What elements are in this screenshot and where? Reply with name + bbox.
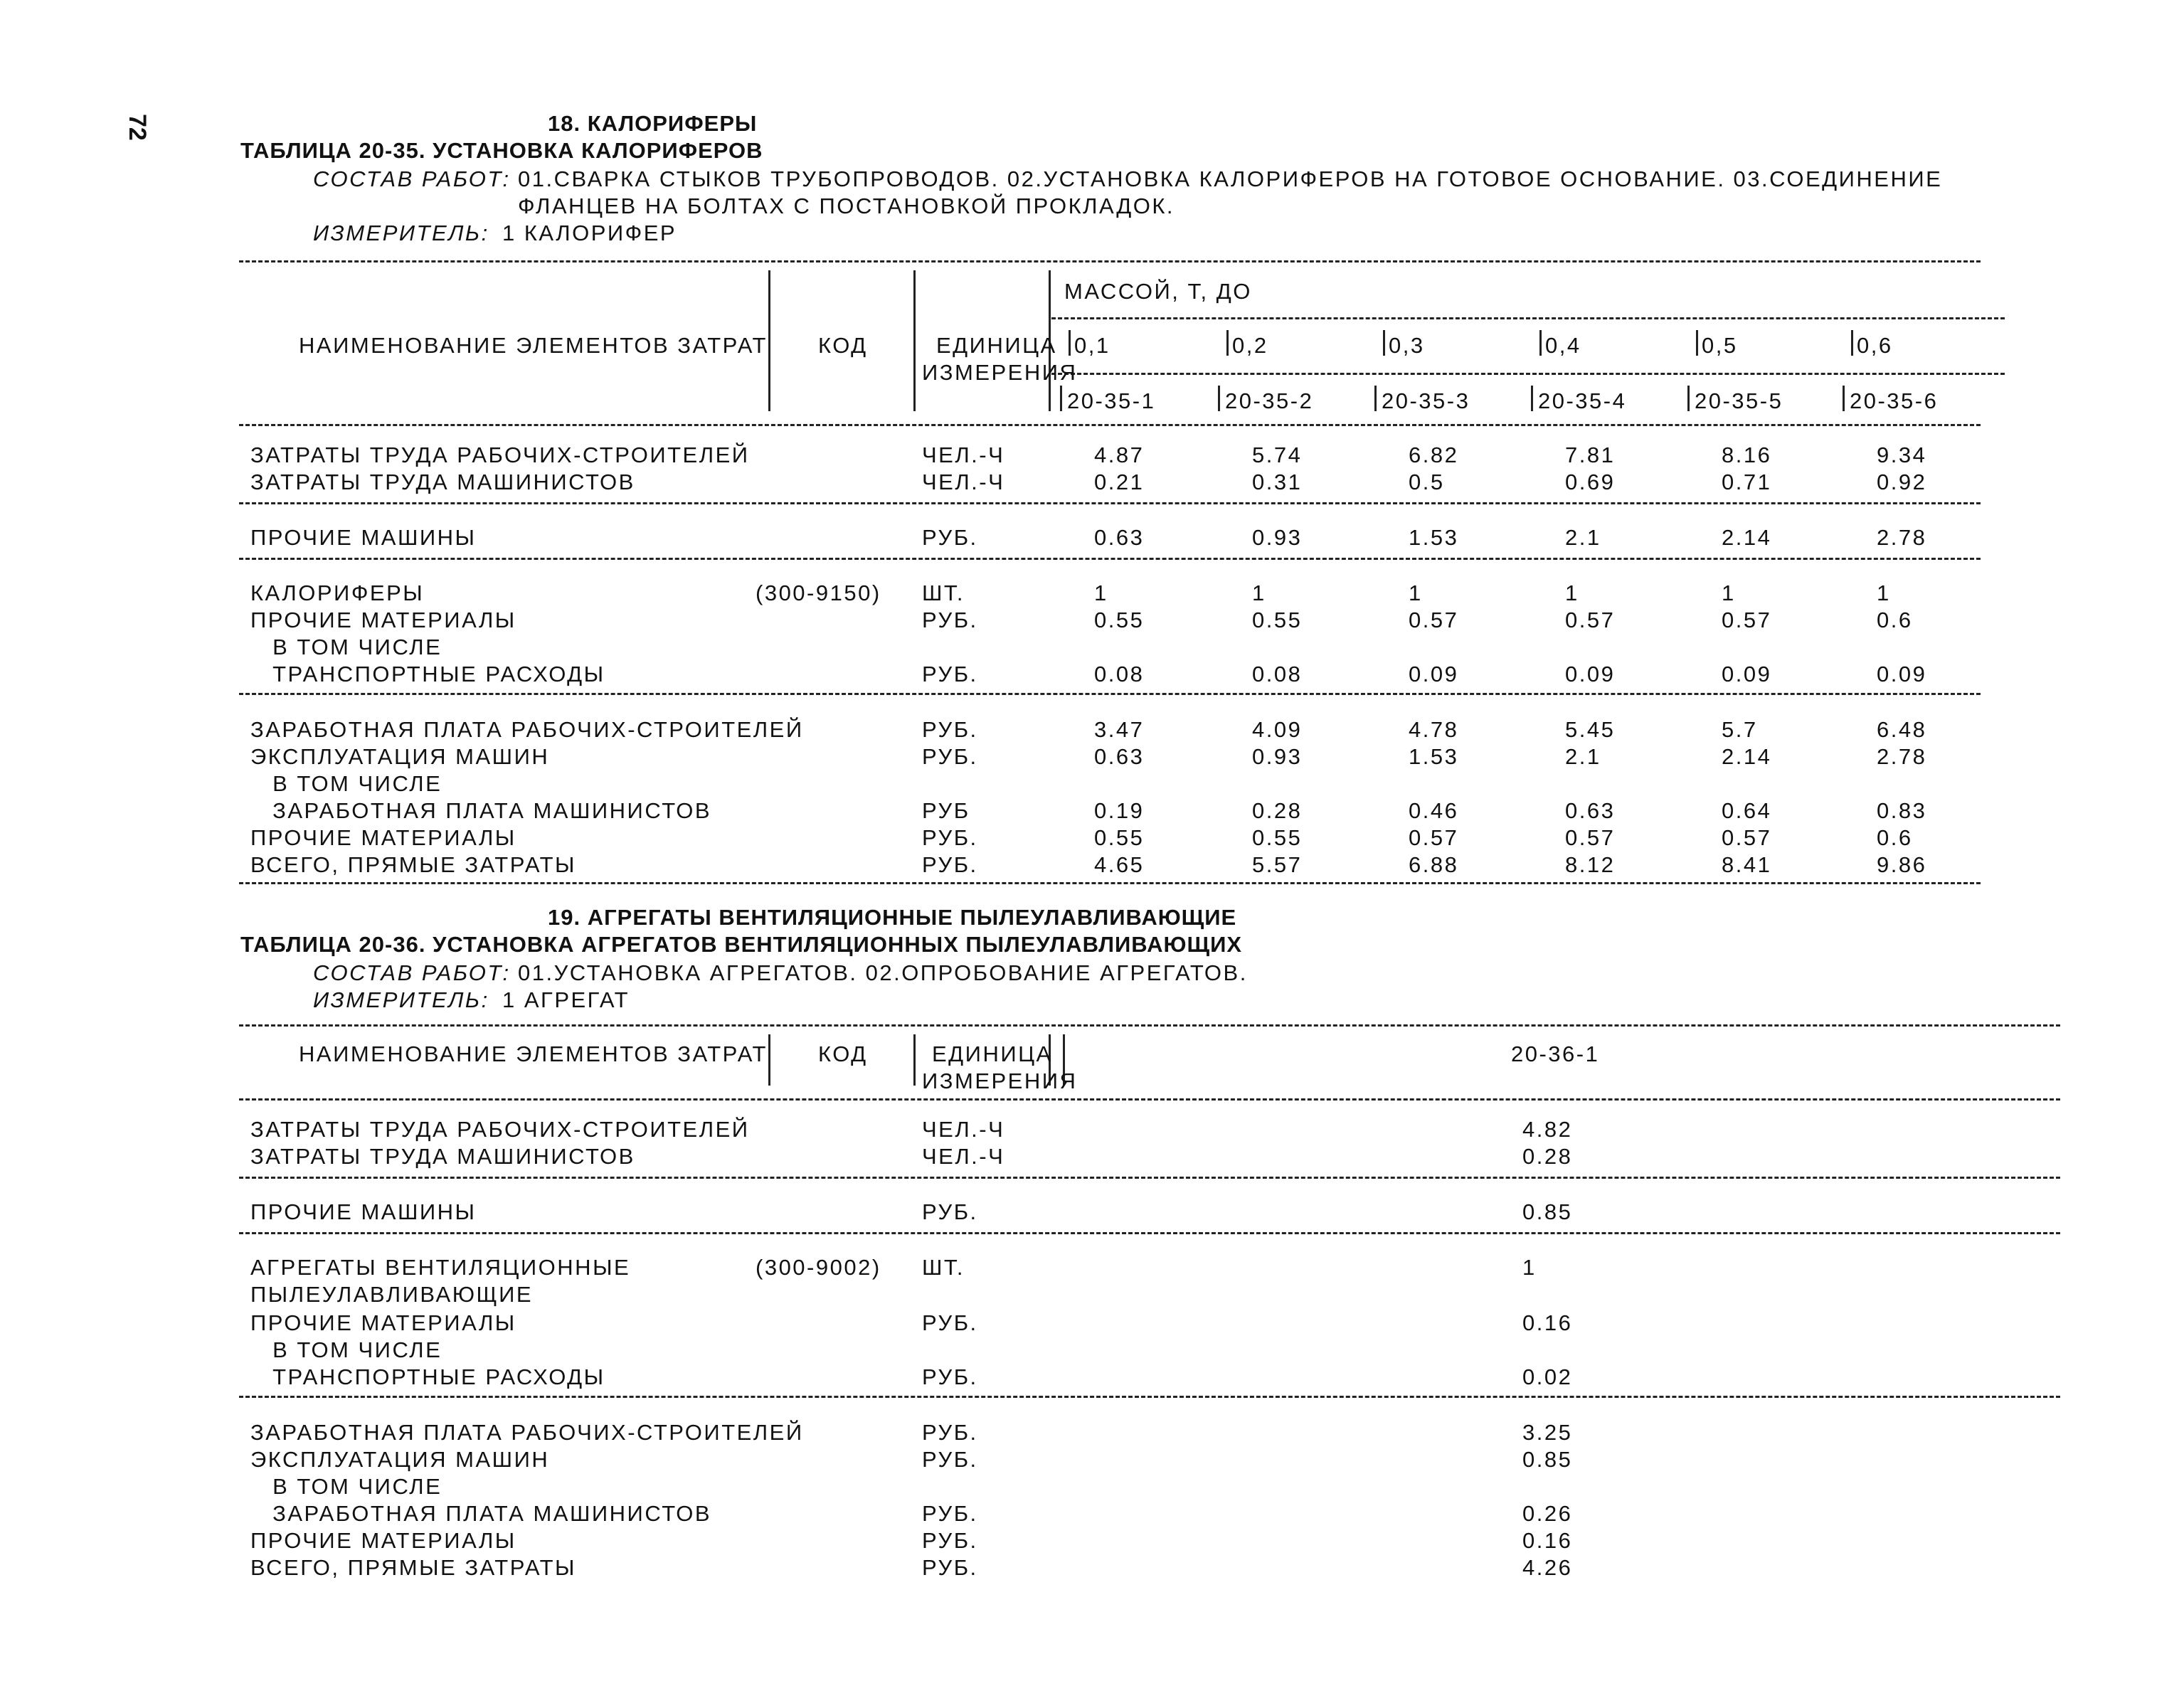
row-value: 6.88	[1409, 852, 1459, 877]
row-value: 5.7	[1722, 717, 1758, 742]
row-unit-2: РУБ.	[922, 1310, 978, 1335]
row-value-2: 0.26	[1522, 1501, 1573, 1526]
row-value-2: 0.16	[1522, 1528, 1573, 1553]
mass-value: 0,4	[1545, 333, 1581, 358]
row-value: 2.14	[1722, 744, 1772, 769]
row-name-2: ЭКСПЛУАТАЦИЯ МАШИН	[250, 1447, 550, 1472]
row-value: 0.92	[1877, 470, 1927, 494]
mass-divider	[1696, 330, 1698, 356]
mass-value: 0,5	[1702, 333, 1738, 358]
page-number: 72	[124, 114, 151, 141]
row-value-2: 4.82	[1522, 1117, 1573, 1142]
row-value: 0.6	[1877, 825, 1913, 850]
row-value: 6.48	[1877, 717, 1927, 742]
row-name-2: ПРОЧИЕ МАТЕРИАЛЫ	[250, 1310, 516, 1335]
meter-label: ИЗМЕРИТЕЛЬ:	[313, 221, 489, 245]
row-unit: РУБ.	[922, 717, 978, 742]
row-value: 5.45	[1565, 717, 1616, 742]
row-name-2: ПРОЧИЕ МАШИНЫ	[250, 1199, 477, 1224]
row-value: 0.57	[1722, 825, 1772, 850]
mass-value: 0,1	[1074, 333, 1110, 358]
column-code: 20-35-1	[1067, 388, 1156, 413]
row-unit: РУБ.	[922, 852, 978, 877]
row-value: 0.08	[1252, 662, 1303, 686]
row-value: 0.63	[1094, 525, 1145, 550]
row-unit-2: РУБ.	[922, 1199, 978, 1224]
row-value: 5.57	[1252, 852, 1303, 877]
codes-subheader-rule	[1051, 373, 2005, 375]
column-code: 20-35-4	[1538, 388, 1627, 413]
row-value: 0.71	[1722, 470, 1772, 494]
work-composition-line2: ФЛАНЦЕВ НА БОЛТАХ С ПОСТАНОВКОЙ ПРОКЛАДОК.	[518, 193, 1175, 218]
meter-value-2: 1 АГРЕГАТ	[502, 987, 630, 1012]
row-value: 0.55	[1252, 825, 1303, 850]
row-value: 0.93	[1252, 525, 1303, 550]
row-value: 0.21	[1094, 470, 1145, 494]
header-unit-2-line1: ЕДИНИЦА	[932, 1041, 1053, 1066]
col-divider-name-2	[768, 1034, 770, 1086]
row-value: 0.6	[1877, 608, 1913, 632]
row-value: 1	[1722, 580, 1736, 605]
row-name: ВСЕГО, ПРЯМЫЕ ЗАТРАТЫ	[250, 852, 576, 877]
meter-value: 1 КАЛОРИФЕР	[502, 221, 677, 245]
row-name: В ТОМ ЧИСЛЕ	[265, 771, 442, 796]
column-code: 20-35-6	[1850, 388, 1939, 413]
row-value-2: 0.28	[1522, 1144, 1573, 1169]
work-composition-label: СОСТАВ РАБОТ:	[313, 166, 511, 191]
code-divider	[1687, 386, 1690, 411]
row-name: ПРОЧИЕ МАТЕРИАЛЫ	[250, 825, 516, 850]
row-value: 3.47	[1094, 717, 1145, 742]
header-unit-line2: ИЗМЕРЕНИЯ	[922, 360, 1078, 385]
work-composition-line1: 01.СВАРКА СТЫКОВ ТРУБОПРОВОДОВ. 02.УСТАНОВКА КАЛОРИФЕРОВ НА ГОТОВОЕ ОСНОВАНИЕ. 03.СОЕДИНЕНИЕ	[518, 166, 1943, 191]
row-value: 0.64	[1722, 798, 1772, 823]
row-code-2: (300-9002)	[756, 1255, 881, 1280]
row-value: 1	[1094, 580, 1108, 605]
row-value: 4.87	[1094, 442, 1145, 467]
row-name: ЗАТРАТЫ ТРУДА МАШИНИСТОВ	[250, 470, 635, 494]
row-unit: ЧЕЛ.-Ч	[922, 470, 1005, 494]
row-value: 0.83	[1877, 798, 1927, 823]
row-name-2: ЗАТРАТЫ ТРУДА РАБОЧИХ-СТРОИТЕЛЕЙ	[250, 1117, 750, 1142]
row-unit: РУБ	[922, 798, 970, 823]
column-code: 20-35-5	[1695, 388, 1783, 413]
mass-divider	[1226, 330, 1229, 356]
row-value: 0.46	[1409, 798, 1459, 823]
row-value: 0.55	[1094, 825, 1145, 850]
work-composition-2-line1: 01.УСТАНОВКА АГРЕГАТОВ. 02.ОПРОБОВАНИЕ АГРЕГАТОВ.	[518, 960, 1248, 985]
row-value: 2.1	[1565, 525, 1601, 550]
row-value: 4.78	[1409, 717, 1459, 742]
table-20-35-top-rule	[239, 260, 1981, 263]
row-name-2: В ТОМ ЧИСЛЕ	[265, 1474, 442, 1499]
row-value: 0.55	[1094, 608, 1145, 632]
row-unit: РУБ.	[922, 825, 978, 850]
table-20-35-header-rule	[239, 424, 1981, 426]
column-code: 20-35-3	[1382, 388, 1470, 413]
row-value: 0.63	[1565, 798, 1616, 823]
row-unit: РУБ.	[922, 744, 978, 769]
row-name-2: ТРАНСПОРТНЫЕ РАСХОДЫ	[265, 1364, 605, 1389]
row-name-2: ПРОЧИЕ МАТЕРИАЛЫ	[250, 1528, 516, 1553]
mass-divider	[1383, 330, 1385, 356]
row-name-2: ЗАРАБОТНАЯ ПЛАТА МАШИНИСТОВ	[265, 1501, 712, 1526]
row-value: 9.34	[1877, 442, 1927, 467]
row-value: 0.08	[1094, 662, 1145, 686]
table-20-35-title: ТАБЛИЦА 20-35. УСТАНОВКА КАЛОРИФЕРОВ	[240, 138, 763, 163]
row-value: 2.78	[1877, 525, 1927, 550]
row-value: 1	[1252, 580, 1266, 605]
row-value-2: 1	[1522, 1255, 1537, 1280]
row-value-2: 4.26	[1522, 1555, 1573, 1580]
row-value: 2.14	[1722, 525, 1772, 550]
col-divider-name	[768, 270, 770, 411]
row-unit: РУБ.	[922, 525, 978, 550]
row-unit-2: РУБ.	[922, 1528, 978, 1553]
row-value: 9.86	[1877, 852, 1927, 877]
code-divider	[1060, 386, 1062, 411]
row-value-2: 0.02	[1522, 1364, 1573, 1389]
row-value: 0.31	[1252, 470, 1303, 494]
col-divider-code-2	[913, 1034, 916, 1086]
code-divider	[1374, 386, 1377, 411]
row-name-2: ПЫЛЕУЛАВЛИВАЮЩИЕ	[250, 1282, 534, 1307]
row-unit-2: РУБ.	[922, 1501, 978, 1526]
row-value: 0.93	[1252, 744, 1303, 769]
header-mass: МАССОЙ, Т, ДО	[1064, 279, 1252, 304]
table-20-36-title: ТАБЛИЦА 20-36. УСТАНОВКА АГРЕГАТОВ ВЕНТИЛЯЦИОННЫХ ПЫЛЕУЛАВЛИВАЮЩИХ	[240, 932, 1243, 957]
row-value: 0.57	[1722, 608, 1772, 632]
row-value: 1.53	[1409, 525, 1459, 550]
header-name: НАИМЕНОВАНИЕ ЭЛЕМЕНТОВ ЗАТРАТ	[299, 333, 768, 358]
row-value: 7.81	[1565, 442, 1616, 467]
group-rule	[239, 693, 1981, 695]
meter-label-2: ИЗМЕРИТЕЛЬ:	[313, 987, 489, 1012]
row-name-2: АГРЕГАТЫ ВЕНТИЛЯЦИОННЫЕ	[250, 1255, 631, 1280]
header-unit-2-line2: ИЗМЕРЕНИЯ	[922, 1068, 1078, 1093]
row-unit-2: ЧЕЛ.-Ч	[922, 1117, 1005, 1142]
header-code: КОД	[818, 333, 868, 358]
mass-subheader-rule	[1051, 317, 2005, 319]
row-value: 0.09	[1722, 662, 1772, 686]
row-unit-2: ШТ.	[922, 1255, 965, 1280]
row-name: ЗАРАБОТНАЯ ПЛАТА РАБОЧИХ-СТРОИТЕЛЕЙ	[250, 717, 804, 742]
row-value: 0.63	[1094, 744, 1145, 769]
row-value: 1	[1565, 580, 1579, 605]
row-value: 8.16	[1722, 442, 1772, 467]
row-value: 2.1	[1565, 744, 1601, 769]
row-name: ТРАНСПОРТНЫЕ РАСХОДЫ	[265, 662, 605, 686]
row-unit-2: ЧЕЛ.-Ч	[922, 1144, 1005, 1169]
group-rule-2	[239, 1396, 2060, 1398]
row-value: 0.55	[1252, 608, 1303, 632]
row-value: 0.09	[1409, 662, 1459, 686]
row-unit: ШТ.	[922, 580, 965, 605]
row-name-2: ЗАРАБОТНАЯ ПЛАТА РАБОЧИХ-СТРОИТЕЛЕЙ	[250, 1420, 804, 1445]
work-composition-label-2: СОСТАВ РАБОТ:	[313, 960, 511, 985]
code-divider	[1218, 386, 1220, 411]
row-unit-2: РУБ.	[922, 1447, 978, 1472]
row-unit-2: РУБ.	[922, 1555, 978, 1580]
section-18-heading: 18. КАЛОРИФЕРЫ	[548, 111, 758, 136]
row-value: 0.09	[1565, 662, 1616, 686]
mass-divider	[1539, 330, 1542, 356]
column-code: 20-35-2	[1225, 388, 1314, 413]
row-name: ЗАРАБОТНАЯ ПЛАТА МАШИНИСТОВ	[265, 798, 712, 823]
row-name: КАЛОРИФЕРЫ	[250, 580, 425, 605]
row-name: ЗАТРАТЫ ТРУДА РАБОЧИХ-СТРОИТЕЛЕЙ	[250, 442, 750, 467]
section-19-heading: 19. АГРЕГАТЫ ВЕНТИЛЯЦИОННЫЕ ПЫЛЕУЛАВЛИВАЮЩИЕ	[548, 905, 1237, 930]
group-rule-2	[239, 1177, 2060, 1179]
row-value: 8.41	[1722, 852, 1772, 877]
mass-divider	[1069, 330, 1071, 356]
row-value: 8.12	[1565, 852, 1616, 877]
group-rule	[239, 558, 1981, 560]
row-value: 1.53	[1409, 744, 1459, 769]
row-value: 0.09	[1877, 662, 1927, 686]
row-value: 0.57	[1409, 608, 1459, 632]
mass-value: 0,2	[1232, 333, 1268, 358]
code-divider	[1531, 386, 1533, 411]
row-value: 0.57	[1565, 608, 1616, 632]
row-value: 0.19	[1094, 798, 1145, 823]
group-rule-2	[239, 1232, 2060, 1234]
header-unit-line1: ЕДИНИЦА	[936, 333, 1057, 358]
row-value: 4.65	[1094, 852, 1145, 877]
row-name-2: ЗАТРАТЫ ТРУДА МАШИНИСТОВ	[250, 1144, 635, 1169]
row-name: ЭКСПЛУАТАЦИЯ МАШИН	[250, 744, 550, 769]
row-value-2: 0.16	[1522, 1310, 1573, 1335]
table-20-36-top-rule	[239, 1024, 2060, 1027]
table-20-35-bottom-rule	[239, 882, 1981, 884]
table-20-36-header-rule	[239, 1098, 2060, 1101]
row-name-2: В ТОМ ЧИСЛЕ	[265, 1337, 442, 1362]
mass-value: 0,3	[1389, 333, 1425, 358]
row-value: 0.28	[1252, 798, 1303, 823]
code-divider	[1843, 386, 1845, 411]
mass-value: 0,6	[1857, 333, 1893, 358]
row-unit: РУБ.	[922, 662, 978, 686]
row-value: 0.57	[1409, 825, 1459, 850]
row-value-2: 0.85	[1522, 1447, 1573, 1472]
row-name: В ТОМ ЧИСЛЕ	[265, 635, 442, 659]
header-col-20-36-1: 20-36-1	[1511, 1041, 1600, 1066]
row-code: (300-9150)	[756, 580, 881, 605]
row-name: ПРОЧИЕ МАШИНЫ	[250, 525, 477, 550]
row-value: 2.78	[1877, 744, 1927, 769]
row-value: 0.57	[1565, 825, 1616, 850]
row-value-2: 3.25	[1522, 1420, 1573, 1445]
row-value: 5.74	[1252, 442, 1303, 467]
mass-divider	[1851, 330, 1853, 356]
header-code-2: КОД	[818, 1041, 868, 1066]
row-value: 0.69	[1565, 470, 1616, 494]
row-unit-2: РУБ.	[922, 1420, 978, 1445]
col-divider-code	[913, 270, 916, 411]
row-unit-2: РУБ.	[922, 1364, 978, 1389]
row-value: 4.09	[1252, 717, 1303, 742]
row-value: 6.82	[1409, 442, 1459, 467]
row-value: 1	[1409, 580, 1423, 605]
row-unit: ЧЕЛ.-Ч	[922, 442, 1005, 467]
row-name: ПРОЧИЕ МАТЕРИАЛЫ	[250, 608, 516, 632]
header-name-2: НАИМЕНОВАНИЕ ЭЛЕМЕНТОВ ЗАТРАТ	[299, 1041, 768, 1066]
row-value: 1	[1877, 580, 1891, 605]
group-rule	[239, 502, 1981, 504]
row-value: 0.5	[1409, 470, 1445, 494]
row-value-2: 0.85	[1522, 1199, 1573, 1224]
row-unit: РУБ.	[922, 608, 978, 632]
row-name-2: ВСЕГО, ПРЯМЫЕ ЗАТРАТЫ	[250, 1555, 576, 1580]
